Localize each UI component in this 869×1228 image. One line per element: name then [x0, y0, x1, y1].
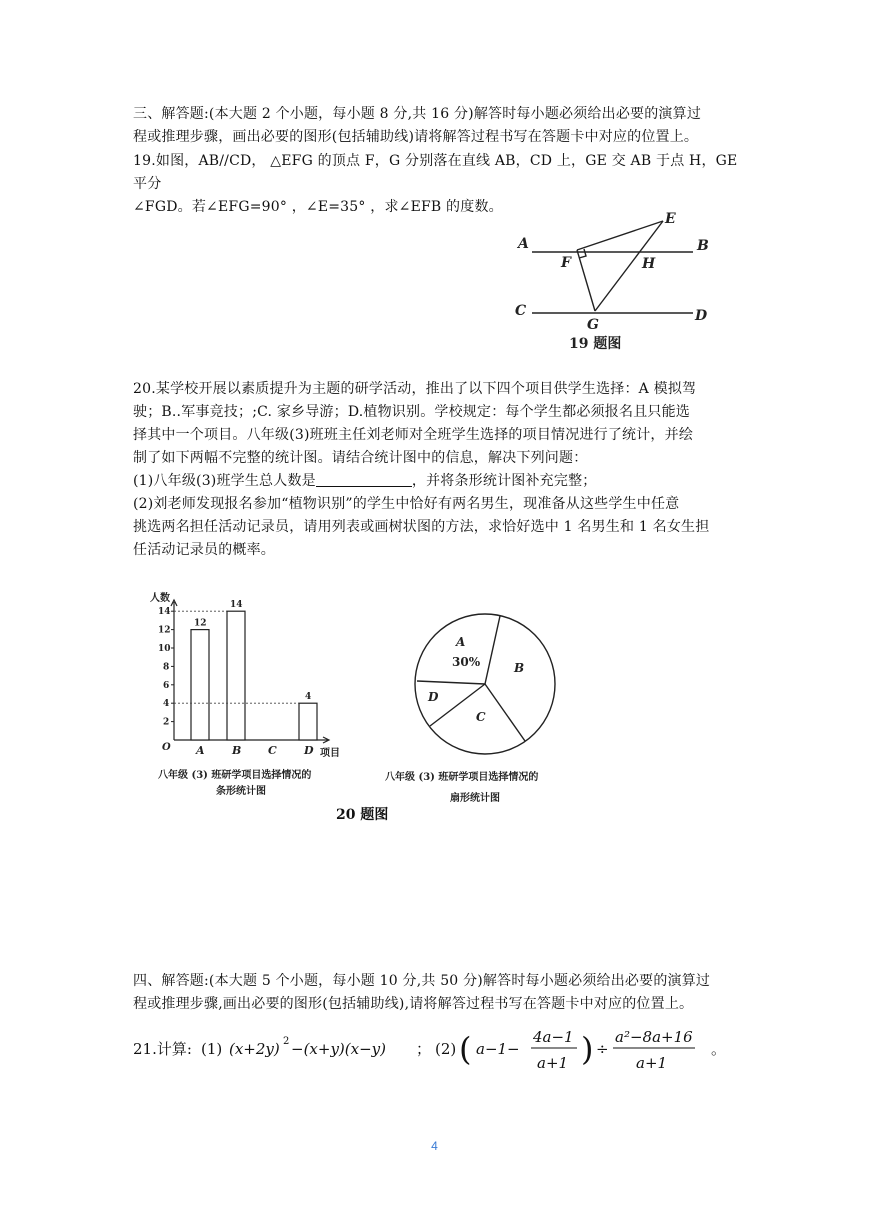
bar-category-label: B	[232, 744, 242, 757]
section3-header-line1: 三、解答题:(本大题 2 个小题，每小题 8 分,共 16 分)解答时每小题必须给出必要的演算过	[133, 106, 702, 122]
segment-fg	[577, 250, 595, 311]
question-20	[133, 378, 739, 562]
pie-title-line2: 扇形统计图	[450, 793, 500, 804]
q20-sub2-line3: 任活动记录员的概率。	[133, 542, 275, 558]
q21-left-paren: (	[459, 1030, 472, 1068]
q21-div: ÷	[596, 1040, 609, 1058]
question-21	[133, 1024, 793, 1074]
q19-line1: 19.如图，AB//CD， △EFG 的顶点 F，G 分别落在直线 AB，CD 上，GE 交 AB 于点 H，GE 平分	[133, 153, 738, 192]
q21-frac2-den: a+1	[636, 1054, 668, 1072]
bar-value-label: 4	[305, 692, 312, 703]
bar-y-tick-label: 12	[158, 625, 171, 636]
q21-frac2-num: a²−8a+16	[615, 1028, 693, 1046]
label-g: G	[587, 317, 599, 333]
q20-sub2-line1: (2)刘老师发现报名参加“植物识别”的学生中恰好有两名男生，现准备从这些学生中任意	[133, 496, 680, 512]
section4-header	[133, 970, 739, 1016]
bar-y-tick-label: 10	[158, 644, 171, 654]
section3-header-line2: 程或推理步骤，画出必要的图形(包括辅助线)请将解答过程书写在答题卡中对应的位置上。	[133, 129, 699, 145]
bar-category-label: A	[196, 744, 205, 757]
bar-D	[299, 703, 317, 740]
section4-header-line1: 四、解答题:(本大题 5 个小题，每小题 10 分,共 50 分)解答时每小题必须给出必要的演算过	[133, 973, 711, 989]
section3-header	[133, 103, 739, 149]
bar-y-tick-label: 4	[163, 699, 170, 710]
bar-chart	[150, 588, 360, 803]
bar-value-label: 12	[194, 618, 207, 629]
q20-figure-caption: 20 题图	[336, 807, 389, 823]
pie-label-c: C	[476, 710, 486, 724]
bar-y-tick-label: 6	[163, 680, 170, 691]
bar-value-label: 14	[230, 600, 243, 611]
label-f: F	[561, 255, 571, 271]
bar-x-label: 项目	[320, 748, 340, 759]
right-angle-mark	[579, 249, 586, 258]
pie-title-line1: 八年级 (3) 班研学项目选择情况的	[385, 772, 539, 783]
q19-figure-caption: 19 题图	[569, 336, 622, 352]
label-e: E	[665, 211, 676, 227]
bar-category-label: C	[268, 744, 277, 757]
q20-line2: 驶；B..军事竞技；;C. 家乡导游；D.植物识别。学校规定：每个学生都必须报名且只能选	[133, 404, 690, 420]
label-c: C	[515, 303, 527, 319]
bar-B	[227, 611, 245, 740]
bar-title-line2: 条形统计图	[216, 786, 266, 797]
q21-frac1-num: 4a−1	[533, 1028, 574, 1046]
q20-line4: 制了如下两幅不完整的统计图。请结合统计图中的信息，解决下列问题：	[133, 450, 588, 466]
label-h: H	[642, 256, 656, 272]
bar-title-line1: 八年级 (3) 班研学项目选择情况的	[158, 770, 312, 781]
bar-y-tick-label: 14	[158, 607, 171, 618]
q21-part1-exp: 2	[283, 1036, 290, 1047]
q21-part1-label: (1)	[201, 1040, 223, 1058]
section4-header-line2: 程或推理步骤,画出必要的图形(包括辅助线),请将解答过程书写在答题卡中对应的位置上。	[133, 996, 694, 1012]
q21-prefix: 21.计算:	[133, 1040, 192, 1058]
pie-label-b: B	[514, 661, 525, 675]
q19-geometry-figure	[505, 205, 725, 355]
bar-y-tick-label: 2	[163, 717, 170, 728]
pie-chart	[380, 596, 610, 811]
q20-sub1-a: (1)八年级(3)班学生总人数是	[133, 473, 316, 489]
label-d: D	[695, 308, 708, 324]
segment-fe	[577, 221, 663, 250]
bar-y-label: 人数	[150, 593, 170, 604]
q21-part2-lead: a−1−	[476, 1040, 520, 1058]
label-a: A	[518, 236, 529, 252]
page-number: 4	[431, 1139, 438, 1153]
q20-sub1	[133, 470, 739, 493]
q20-line1: 20.某学校开展以素质提升为主题的研学活动，推出了以下四个项目供学生选择：A 模拟驾	[133, 381, 697, 397]
q21-frac1-den: a+1	[537, 1054, 569, 1072]
q21-right-paren: )	[581, 1030, 594, 1068]
q20-sub2-line2: 挑选两名担任活动记录员，请用列表或画树状图的方法，求恰好选中 1 名男生和 1 名女生担	[133, 519, 710, 535]
bar-category-label: D	[304, 744, 314, 757]
q21-sep: ；	[416, 1040, 432, 1058]
q21-end: 。	[711, 1040, 727, 1058]
q21-part2-label: (2)	[435, 1040, 457, 1058]
bar-A	[191, 630, 209, 740]
q21-part1-expr-b: −(x+y)(x−y)	[291, 1040, 386, 1058]
q20-line3: 择其中一个项目。八年级(3)班班主任刘老师对全班学生选择的项目情况进行了统计，并绘	[133, 427, 694, 443]
bar-y-tick-label: 8	[163, 662, 170, 673]
q21-part1-expr-a: (x+2y)	[229, 1040, 280, 1058]
q19-line2: ∠FGD。若∠EFG=90° ，∠E=35° ，求∠EFB 的度数。	[133, 199, 503, 215]
answer-blank	[316, 472, 412, 487]
label-b: B	[697, 238, 709, 254]
pie-percent-a: 30%	[452, 655, 481, 669]
q20-sub1-b: ，并将条形统计图补充完整；	[411, 473, 597, 489]
pie-label-d: D	[428, 690, 439, 704]
pie-label-a: A	[456, 635, 466, 649]
bar-origin-label: O	[162, 742, 171, 753]
